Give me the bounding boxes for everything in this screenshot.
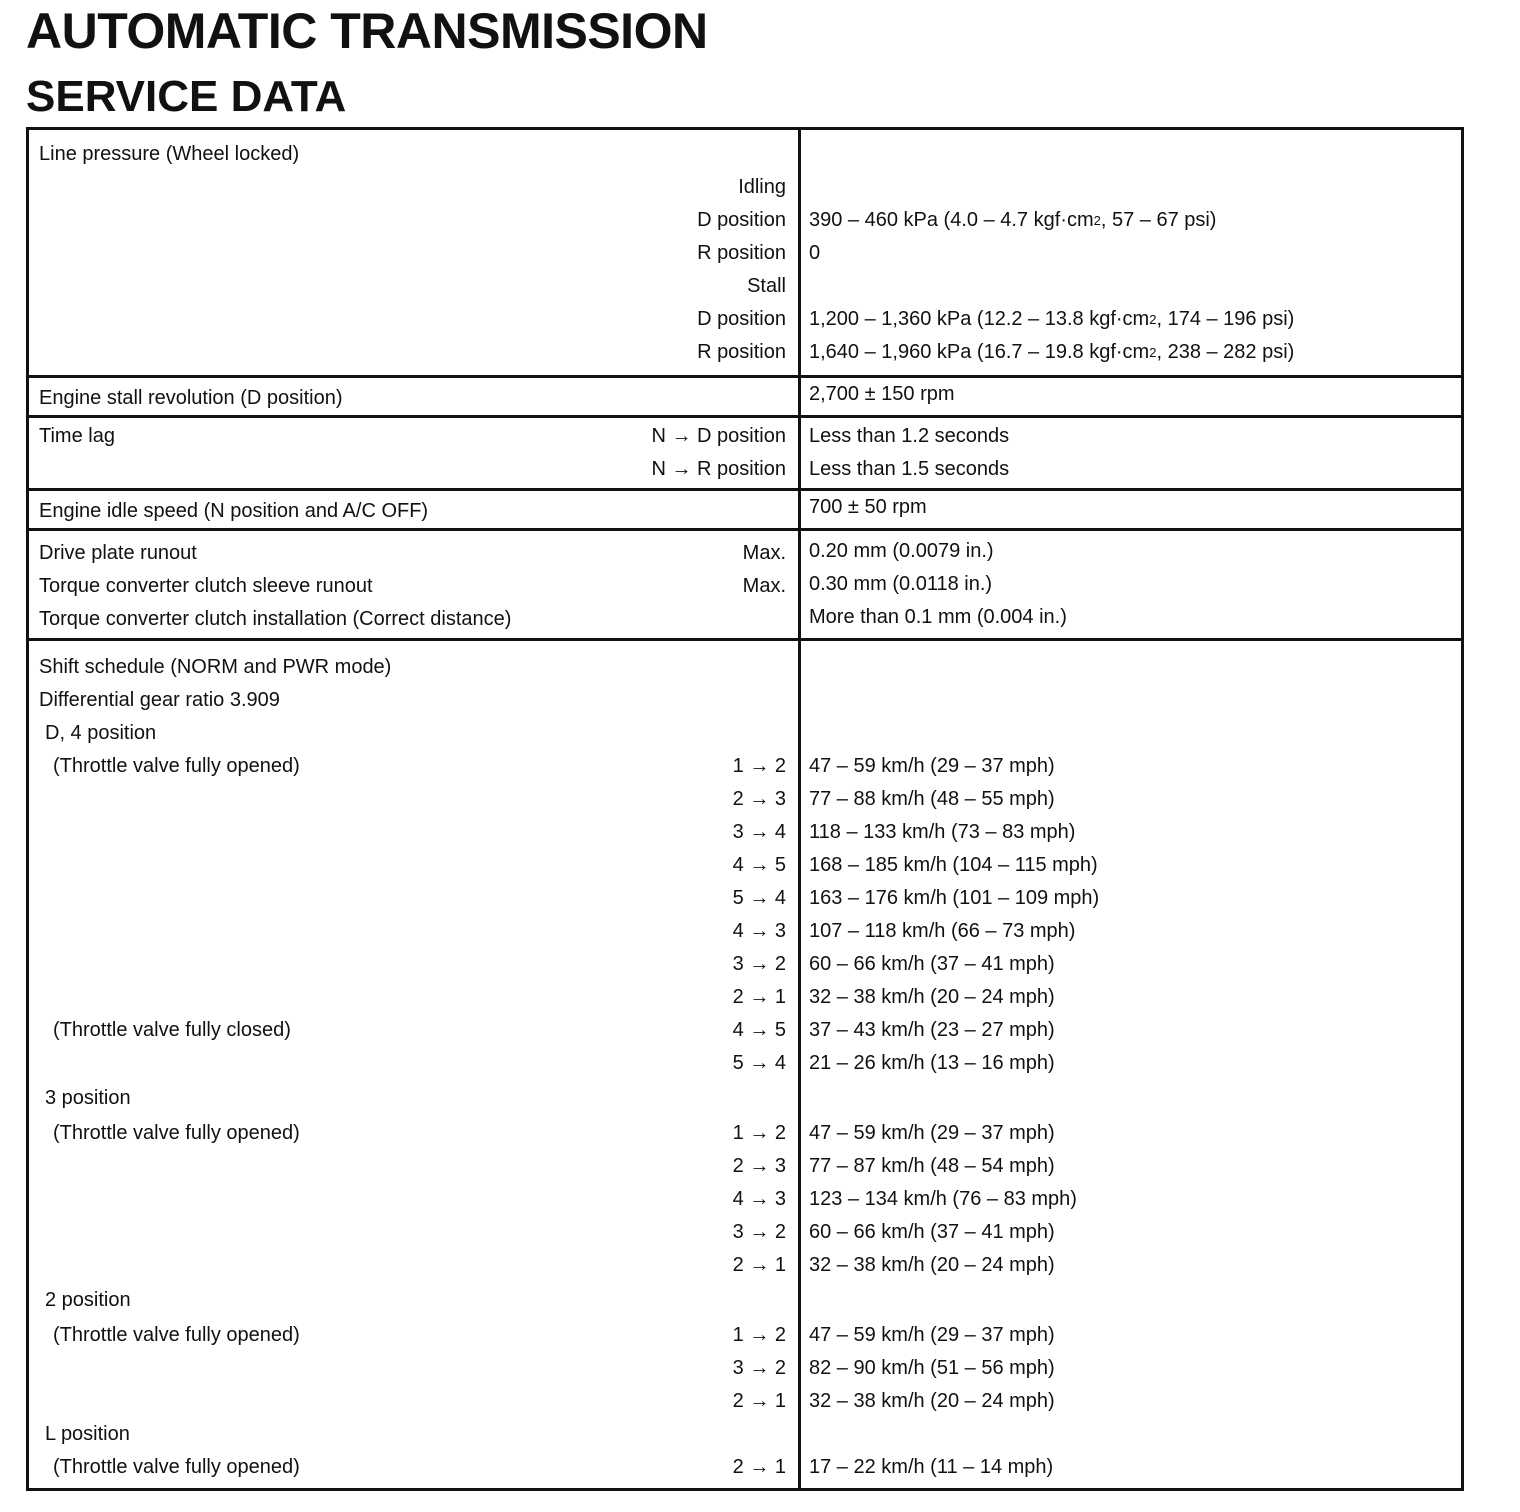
idling-d-position: D position	[697, 209, 786, 231]
sleeve-runout-value: 0.30 mm (0.0118 in.)	[809, 573, 993, 595]
shift-row-label	[39, 750, 786, 783]
stall-r-position: R position	[697, 341, 786, 363]
shift-schedule-block	[29, 638, 1461, 1488]
nr-position-label: N → R position	[651, 458, 786, 480]
idle-speed-label: Engine idle speed (N position and A/C OFF)	[39, 500, 429, 522]
shift-step: 1 → 2	[732, 1122, 786, 1144]
throttle-valve-label: (Throttle valve fully opened)	[53, 1122, 300, 1144]
engine-stall-value: 2,700 ± 150 rpm	[809, 383, 955, 405]
shift-row-label	[39, 1385, 786, 1418]
shift-row-label	[39, 882, 786, 915]
shift-row-label	[39, 1183, 786, 1216]
shift-speed-value: 107 – 118 km/h (66 – 73 mph)	[809, 920, 1076, 942]
service-data-table	[26, 127, 1464, 1491]
shift-step: 3 → 4	[732, 821, 786, 843]
shift-step: 2 → 3	[732, 788, 786, 810]
throttle-valve-label: (Throttle valve fully opened)	[53, 755, 300, 777]
d4-position-label: D, 4 position	[45, 722, 157, 744]
shift-speed-value: 123 – 134 km/h (76 – 83 mph)	[809, 1188, 1077, 1210]
shift-step: 2 → 1	[732, 986, 786, 1008]
shift-speed-value: 47 – 59 km/h (29 – 37 mph)	[809, 1324, 1055, 1346]
idling-r-value: 0	[809, 242, 821, 264]
stall-label: Stall	[747, 275, 786, 297]
drive-plate-max: Max.	[742, 542, 786, 564]
drive-plate-runout-label: Drive plate runout	[39, 542, 197, 564]
shift-speed-value: 82 – 90 km/h (51 – 56 mph)	[809, 1357, 1055, 1379]
shift-step: 1 → 2	[732, 755, 786, 777]
shift-speed-value: 60 – 66 km/h (37 – 41 mph)	[809, 1221, 1055, 1243]
sleeve-max: Max.	[742, 575, 786, 597]
shift-row-label	[39, 1014, 786, 1047]
line-pressure-values	[801, 130, 1461, 375]
throttle-valve-label: (Throttle valve fully closed)	[53, 1019, 291, 1041]
shift-step: 3 → 2	[732, 953, 786, 975]
nd-position-label: N → D position	[651, 425, 786, 447]
runout-block	[29, 528, 1461, 638]
shift-speed-value: 21 – 26 km/h (13 – 16 mph)	[809, 1052, 1055, 1074]
shift-step: 3 → 2	[732, 1221, 786, 1243]
idling-d-value: 390 – 460 kPa (4.0 – 4.7 kgf·cm 2 , 57 – 67 psi)	[809, 209, 1217, 231]
shift-row-label	[39, 948, 786, 981]
page-subtitle: SERVICE DATA	[26, 72, 347, 121]
shift-row-label	[39, 1451, 786, 1484]
shift-speed-value: 77 – 88 km/h (48 – 55 mph)	[809, 788, 1055, 810]
shift-speed-value: 47 – 59 km/h (29 – 37 mph)	[809, 755, 1055, 777]
idle-speed-block	[29, 488, 1461, 528]
nr-time-lag-value: Less than 1.5 seconds	[809, 458, 1010, 480]
shift-row-label	[39, 1319, 786, 1352]
posL-label: L position	[45, 1423, 130, 1445]
shift-speed-value: 60 – 66 km/h (37 – 41 mph)	[809, 953, 1055, 975]
line-pressure-labels	[29, 130, 801, 375]
shift-step: 4 → 5	[732, 1019, 786, 1041]
pos2-label: 2 position	[45, 1289, 131, 1311]
shift-row-label	[39, 816, 786, 849]
shift-step: 2 → 1	[732, 1456, 786, 1478]
nd-time-lag-value: Less than 1.2 seconds	[809, 425, 1010, 447]
shift-step: 3 → 2	[732, 1357, 786, 1379]
engine-stall-block	[29, 375, 1461, 415]
shift-step: 2 → 3	[732, 1155, 786, 1177]
shift-schedule-label: Shift schedule (NORM and PWR mode)	[39, 656, 392, 678]
shift-speed-value: 163 – 176 km/h (101 – 109 mph)	[809, 887, 1100, 909]
shift-row-label	[39, 1249, 786, 1282]
shift-speed-value: 77 – 87 km/h (48 – 54 mph)	[809, 1155, 1055, 1177]
shift-step: 4 → 3	[732, 920, 786, 942]
stall-r-value: 1,640 – 1,960 kPa (16.7 – 19.8 kgf·cm 2 , 238 – 282 psi)	[809, 341, 1295, 363]
shift-row-label	[39, 915, 786, 948]
line-pressure-block	[29, 130, 1461, 375]
clutch-installation-value: More than 0.1 mm (0.004 in.)	[809, 606, 1067, 628]
shift-step: 5 → 4	[732, 1052, 786, 1074]
throttle-valve-label: (Throttle valve fully opened)	[53, 1456, 300, 1478]
time-lag-label: Time lag	[39, 425, 115, 447]
shift-row-label	[39, 1047, 786, 1080]
engine-stall-label: Engine stall revolution (D position)	[39, 387, 343, 409]
shift-step: 2 → 1	[732, 1390, 786, 1412]
shift-step: 2 → 1	[732, 1254, 786, 1276]
page-title: AUTOMATIC TRANSMISSION	[26, 3, 708, 59]
shift-step: 4 → 5	[732, 854, 786, 876]
sleeve-runout-label: Torque converter clutch sleeve runout	[39, 575, 373, 597]
time-lag-block	[29, 415, 1461, 488]
idling-r-position: R position	[697, 242, 786, 264]
shift-row-label	[39, 1150, 786, 1183]
clutch-installation-label: Torque converter clutch installation (Correct distance)	[39, 608, 512, 630]
shift-row-label	[39, 1117, 786, 1150]
shift-speed-value: 118 – 133 km/h (73 – 83 mph)	[809, 821, 1076, 843]
throttle-valve-label: (Throttle valve fully opened)	[53, 1324, 300, 1346]
stall-d-position: D position	[697, 308, 786, 330]
shift-speed-value: 168 – 185 km/h (104 – 115 mph)	[809, 854, 1098, 876]
stall-d-value: 1,200 – 1,360 kPa (12.2 – 13.8 kgf·cm 2 , 174 – 196 psi)	[809, 308, 1295, 330]
shift-step: 4 → 3	[732, 1188, 786, 1210]
shift-speed-value: 37 – 43 km/h (23 – 27 mph)	[809, 1019, 1055, 1041]
shift-speed-value: 47 – 59 km/h (29 – 37 mph)	[809, 1122, 1055, 1144]
shift-row-label	[39, 783, 786, 816]
shift-speed-value: 32 – 38 km/h (20 – 24 mph)	[809, 1390, 1055, 1412]
pos3-label: 3 position	[45, 1087, 131, 1109]
shift-row-label	[39, 1216, 786, 1249]
shift-row-label	[39, 1352, 786, 1385]
shift-row-label	[39, 849, 786, 882]
idle-speed-value: 700 ± 50 rpm	[809, 496, 927, 518]
shift-speed-value: 17 – 22 km/h (11 – 14 mph)	[809, 1456, 1054, 1478]
idling-label: Idling	[738, 176, 786, 198]
gear-ratio-label: Differential gear ratio 3.909	[39, 689, 280, 711]
shift-step: 5 → 4	[732, 887, 786, 909]
shift-speed-value: 32 – 38 km/h (20 – 24 mph)	[809, 986, 1055, 1008]
drive-plate-runout-value: 0.20 mm (0.0079 in.)	[809, 540, 994, 562]
shift-step: 1 → 2	[732, 1324, 786, 1346]
shift-row-label	[39, 981, 786, 1014]
shift-speed-value: 32 – 38 km/h (20 – 24 mph)	[809, 1254, 1055, 1276]
line-pressure-label: Line pressure (Wheel locked)	[39, 143, 300, 165]
